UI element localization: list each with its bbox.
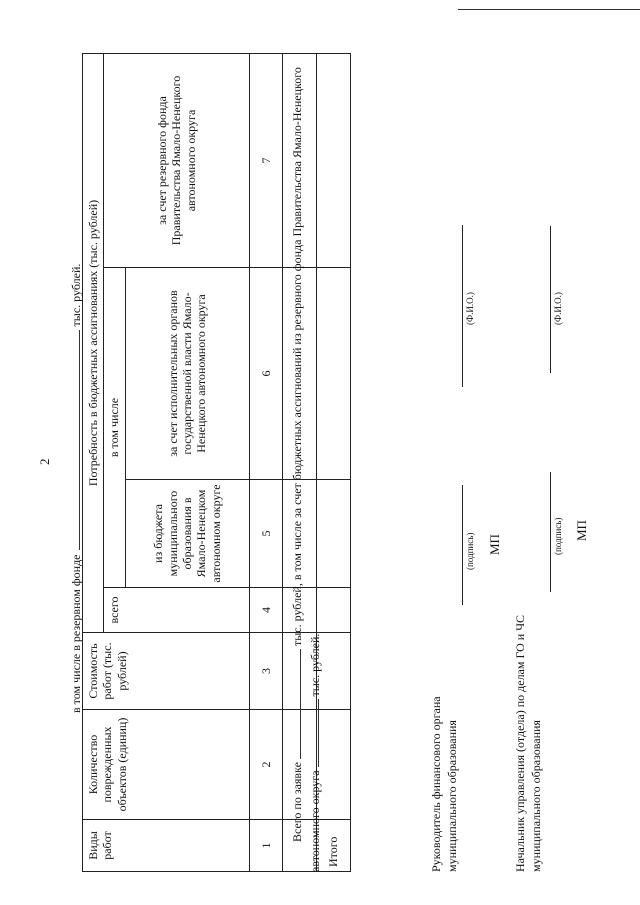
total-label: Всего по заявке	[290, 762, 304, 842]
finance-stamp-label: МП	[487, 534, 502, 555]
page-number: 2	[37, 458, 52, 465]
reserve-amount-blank	[306, 699, 319, 767]
total-unit: тыс. рублей.	[308, 633, 322, 697]
reserve-fund-blank	[67, 330, 80, 550]
finance-fio-caption: (Ф.И.О.)	[465, 292, 475, 325]
go-stamp-label: МП	[574, 520, 589, 541]
finance-fio-line	[462, 225, 463, 387]
header-damaged-objects: Количество поврежденных объектов (единиц)	[83, 710, 250, 820]
column-number: 4	[249, 588, 282, 633]
total-description: тыс. рублей, в том числе за счет бюджетных ассигнований из резервного фонда Правительства Ямало-Ненецкого автономного округа	[290, 67, 322, 872]
total-amount-blank	[288, 649, 301, 759]
column-number: 5	[249, 480, 282, 588]
header-including: в том числе	[104, 268, 125, 588]
header-total: всего	[104, 588, 249, 633]
column-number: 2	[249, 710, 282, 820]
column-number: 7	[249, 54, 282, 268]
finance-signature-caption: (подпись)	[465, 532, 475, 570]
application-total-paragraph	[288, 52, 324, 872]
header-budget-need: Потребность в бюджетных ассигнованиях (тыс. рублей)	[83, 54, 104, 633]
go-fio-line	[550, 226, 551, 373]
column-number: 1	[249, 820, 282, 872]
column-number: 3	[249, 633, 282, 710]
header-work-cost: Стоимость работ (тыс. рублей)	[83, 633, 250, 710]
header-row-1	[83, 54, 104, 872]
reserve-fund-unit: тыс. рублей.	[69, 263, 83, 327]
reserve-fund-prefix: в том числе в резервном фонде	[69, 554, 83, 713]
total-row-label: Итого	[316, 820, 350, 872]
header-municipal-budget: из бюджета муниципального образования в Ямало-Ненецком автономном округе	[125, 480, 249, 588]
go-head-title: Начальник управления (отдела) по делам ГО и ЧС муниципального образования	[513, 614, 544, 872]
go-signature-caption: (подпись)	[553, 517, 563, 555]
finance-head-title: Руководитель финансового органа муниципального образования	[429, 696, 460, 872]
header-state-authorities: за счет исполнительных органов государственной власти Ямало-Ненецкого автономного округа	[125, 268, 249, 480]
finance-signature-line	[462, 485, 463, 605]
go-fio-caption: (Ф.И.О.)	[553, 292, 563, 325]
go-signature-line	[550, 472, 551, 592]
column-number-row	[249, 54, 282, 872]
header-reserve-fund: за счет резервного фонда Правительства Ямало-Ненецкого автономного округа	[104, 54, 249, 268]
column-number: 6	[249, 268, 282, 480]
header-work-types: Виды работ	[83, 820, 250, 872]
